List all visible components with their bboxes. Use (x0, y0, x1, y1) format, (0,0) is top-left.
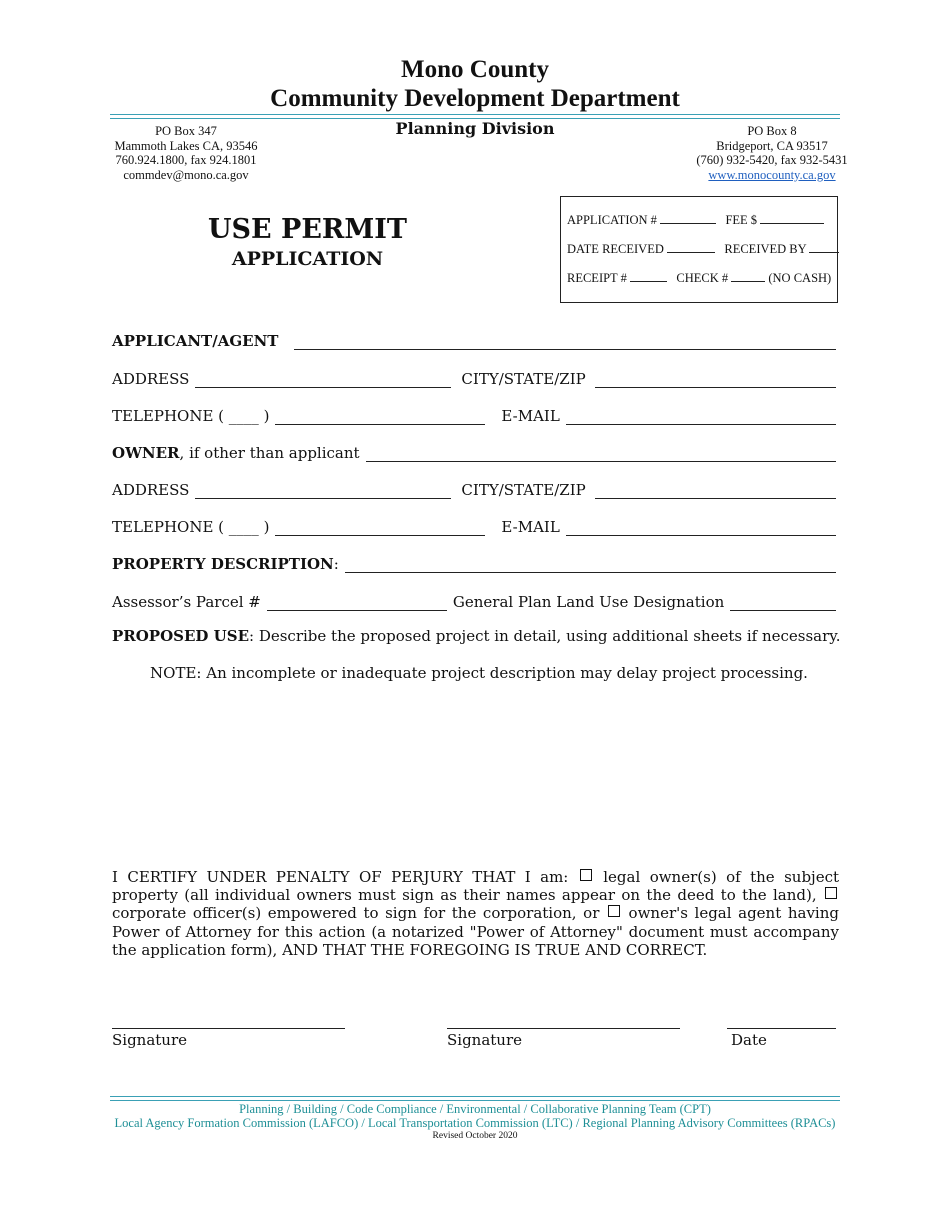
general-plan-label: General Plan Land Use Designation (452, 593, 725, 611)
applicant-agent-row (112, 328, 836, 350)
assessor-parcel-label: Assessor’s Parcel # (112, 593, 261, 611)
certification-legal-agent-text: owner's legal agent having Power of Attorney for this action (a notarized "Power of Attorney" document must accompany the application form), AND THAT THE FOREGOING IS TRUE AND CORRECT. (112, 904, 839, 959)
general-plan-input[interactable] (730, 596, 836, 611)
telephone-label: TELEPHONE ( ____ ) (112, 518, 270, 536)
signature-line-1[interactable] (112, 1028, 345, 1029)
date-label: Date (731, 1031, 767, 1049)
check-blank[interactable] (731, 269, 765, 282)
left-address-line: PO Box 347 (155, 124, 217, 138)
form-title: USE PERMIT (208, 214, 407, 245)
office-row-receipt (567, 269, 831, 286)
city-state-zip-label: CITY/STATE/ZIP (461, 481, 586, 499)
telephone-label: TELEPHONE ( ____ ) (112, 407, 270, 425)
owner-input[interactable] (366, 447, 836, 462)
signature-label-2: Signature (447, 1031, 523, 1049)
owner-label-bold: OWNER (112, 444, 180, 462)
certification-corporate-officer-text: corporate officer(s) empowered to sign for the corporation, or (112, 904, 600, 923)
applicant-agent-label: APPLICANT/AGENT (112, 332, 279, 350)
department-title-county: Mono County (401, 56, 549, 83)
applicant-telephone-input[interactable] (275, 410, 485, 425)
no-cash-note: (NO CASH) (768, 271, 832, 285)
corporate-officer-checkbox[interactable] (825, 887, 837, 899)
fee-blank[interactable] (760, 211, 824, 224)
applicant-agent-input[interactable] (294, 335, 836, 350)
applicant-address-input[interactable] (195, 373, 451, 388)
legal-owner-checkbox[interactable] (580, 869, 592, 881)
email-label: E-MAIL (501, 518, 560, 536)
legal-agent-checkbox[interactable] (608, 905, 620, 917)
footer-commissions: Local Agency Formation Commission (LAFCO) / Local Transportation Commission (LTC) / Regional Planning Advisory Committees (RPACs) (114, 1116, 836, 1130)
right-address-line: Bridgeport, CA 93517 (716, 138, 828, 153)
address-label: ADDRESS (112, 481, 190, 499)
certification-legal-owner-text: legal owner(s) of the subject property (all individual owners must sign as their names appear on the deed to the land), (112, 868, 839, 905)
receipt-label: RECEIPT # (567, 271, 627, 285)
footer-departments: Planning / Building / Code Compliance / Environmental / Collaborative Planning Team (CPT) (239, 1102, 711, 1116)
proposed-use-instructions (112, 627, 842, 645)
proposed-use-note: NOTE: An incomplete or inadequate project description may delay project processing. (150, 664, 808, 682)
owner-email-input[interactable] (566, 521, 836, 536)
right-office-address (684, 124, 860, 182)
date-received-blank[interactable] (667, 240, 715, 253)
revision-date: Revised October 2020 (432, 1131, 518, 1141)
owner-address-input[interactable] (195, 484, 451, 499)
applicant-address-row (112, 366, 836, 388)
property-description-label (112, 555, 339, 573)
proposed-use-label: PROPOSED USE (112, 627, 249, 645)
property-description-row (112, 551, 836, 573)
header-rule-top (110, 114, 840, 115)
city-state-zip-label: CITY/STATE/ZIP (461, 370, 586, 388)
department-title-name: Community Development Department (270, 85, 680, 112)
proposed-use-text: : Describe the proposed project in detail, using additional sheets if necessary. (249, 627, 841, 645)
owner-telephone-input[interactable] (275, 521, 485, 536)
parcel-row (112, 589, 836, 611)
office-row-application (567, 211, 824, 228)
proposed-use-description-area[interactable] (112, 695, 839, 860)
applicant-email-input[interactable] (566, 410, 836, 425)
email-label: E-MAIL (501, 407, 560, 425)
check-label: CHECK # (676, 271, 729, 285)
address-label: ADDRESS (112, 370, 190, 388)
certification-statement (112, 868, 839, 959)
certification-intro: I CERTIFY UNDER PENALTY OF PERJURY THAT I am: (112, 868, 569, 886)
left-address-email: commdev@mono.ca.gov (123, 167, 249, 182)
receipt-blank[interactable] (630, 269, 667, 282)
left-address-line: Mammoth Lakes CA, 93546 (114, 138, 258, 153)
owner-label-rest: , if other than applicant (179, 444, 360, 462)
owner-telephone-row (112, 514, 836, 536)
received-by-label: RECEIVED BY (724, 242, 807, 256)
footer-rule-top (110, 1096, 840, 1097)
date-received-label: DATE RECEIVED (567, 242, 664, 256)
assessor-parcel-input[interactable] (267, 596, 447, 611)
received-by-blank[interactable] (809, 240, 839, 253)
signature-label-1: Signature (112, 1031, 188, 1049)
right-address-line: (760) 932-5420, fax 932-5431 (696, 153, 848, 168)
owner-label (112, 444, 360, 462)
footer-rule-bottom (110, 1100, 840, 1101)
owner-city-state-zip-input[interactable] (595, 484, 836, 499)
applicant-city-state-zip-input[interactable] (595, 373, 836, 388)
application-number-blank[interactable] (660, 211, 716, 224)
property-description-input[interactable] (345, 558, 836, 573)
right-address-line: PO Box 8 (747, 124, 797, 138)
signature-line-2[interactable] (447, 1028, 680, 1029)
form-subtitle: APPLICATION (231, 248, 384, 270)
office-use-box (560, 196, 838, 303)
owner-row (112, 440, 836, 462)
owner-address-row (112, 477, 836, 499)
office-row-received (567, 240, 839, 257)
date-line[interactable] (727, 1028, 836, 1029)
website-link[interactable]: www.monocounty.ca.gov (708, 167, 836, 182)
applicant-telephone-row (112, 403, 836, 425)
fee-label: FEE $ (725, 213, 758, 227)
property-description-colon: : (333, 555, 339, 573)
application-number-label: APPLICATION # (567, 213, 657, 227)
planning-division-heading: Planning Division (395, 119, 555, 138)
property-description-label-bold: PROPERTY DESCRIPTION (112, 555, 334, 573)
left-address-line: 760.924.1800, fax 924.1801 (115, 153, 257, 168)
